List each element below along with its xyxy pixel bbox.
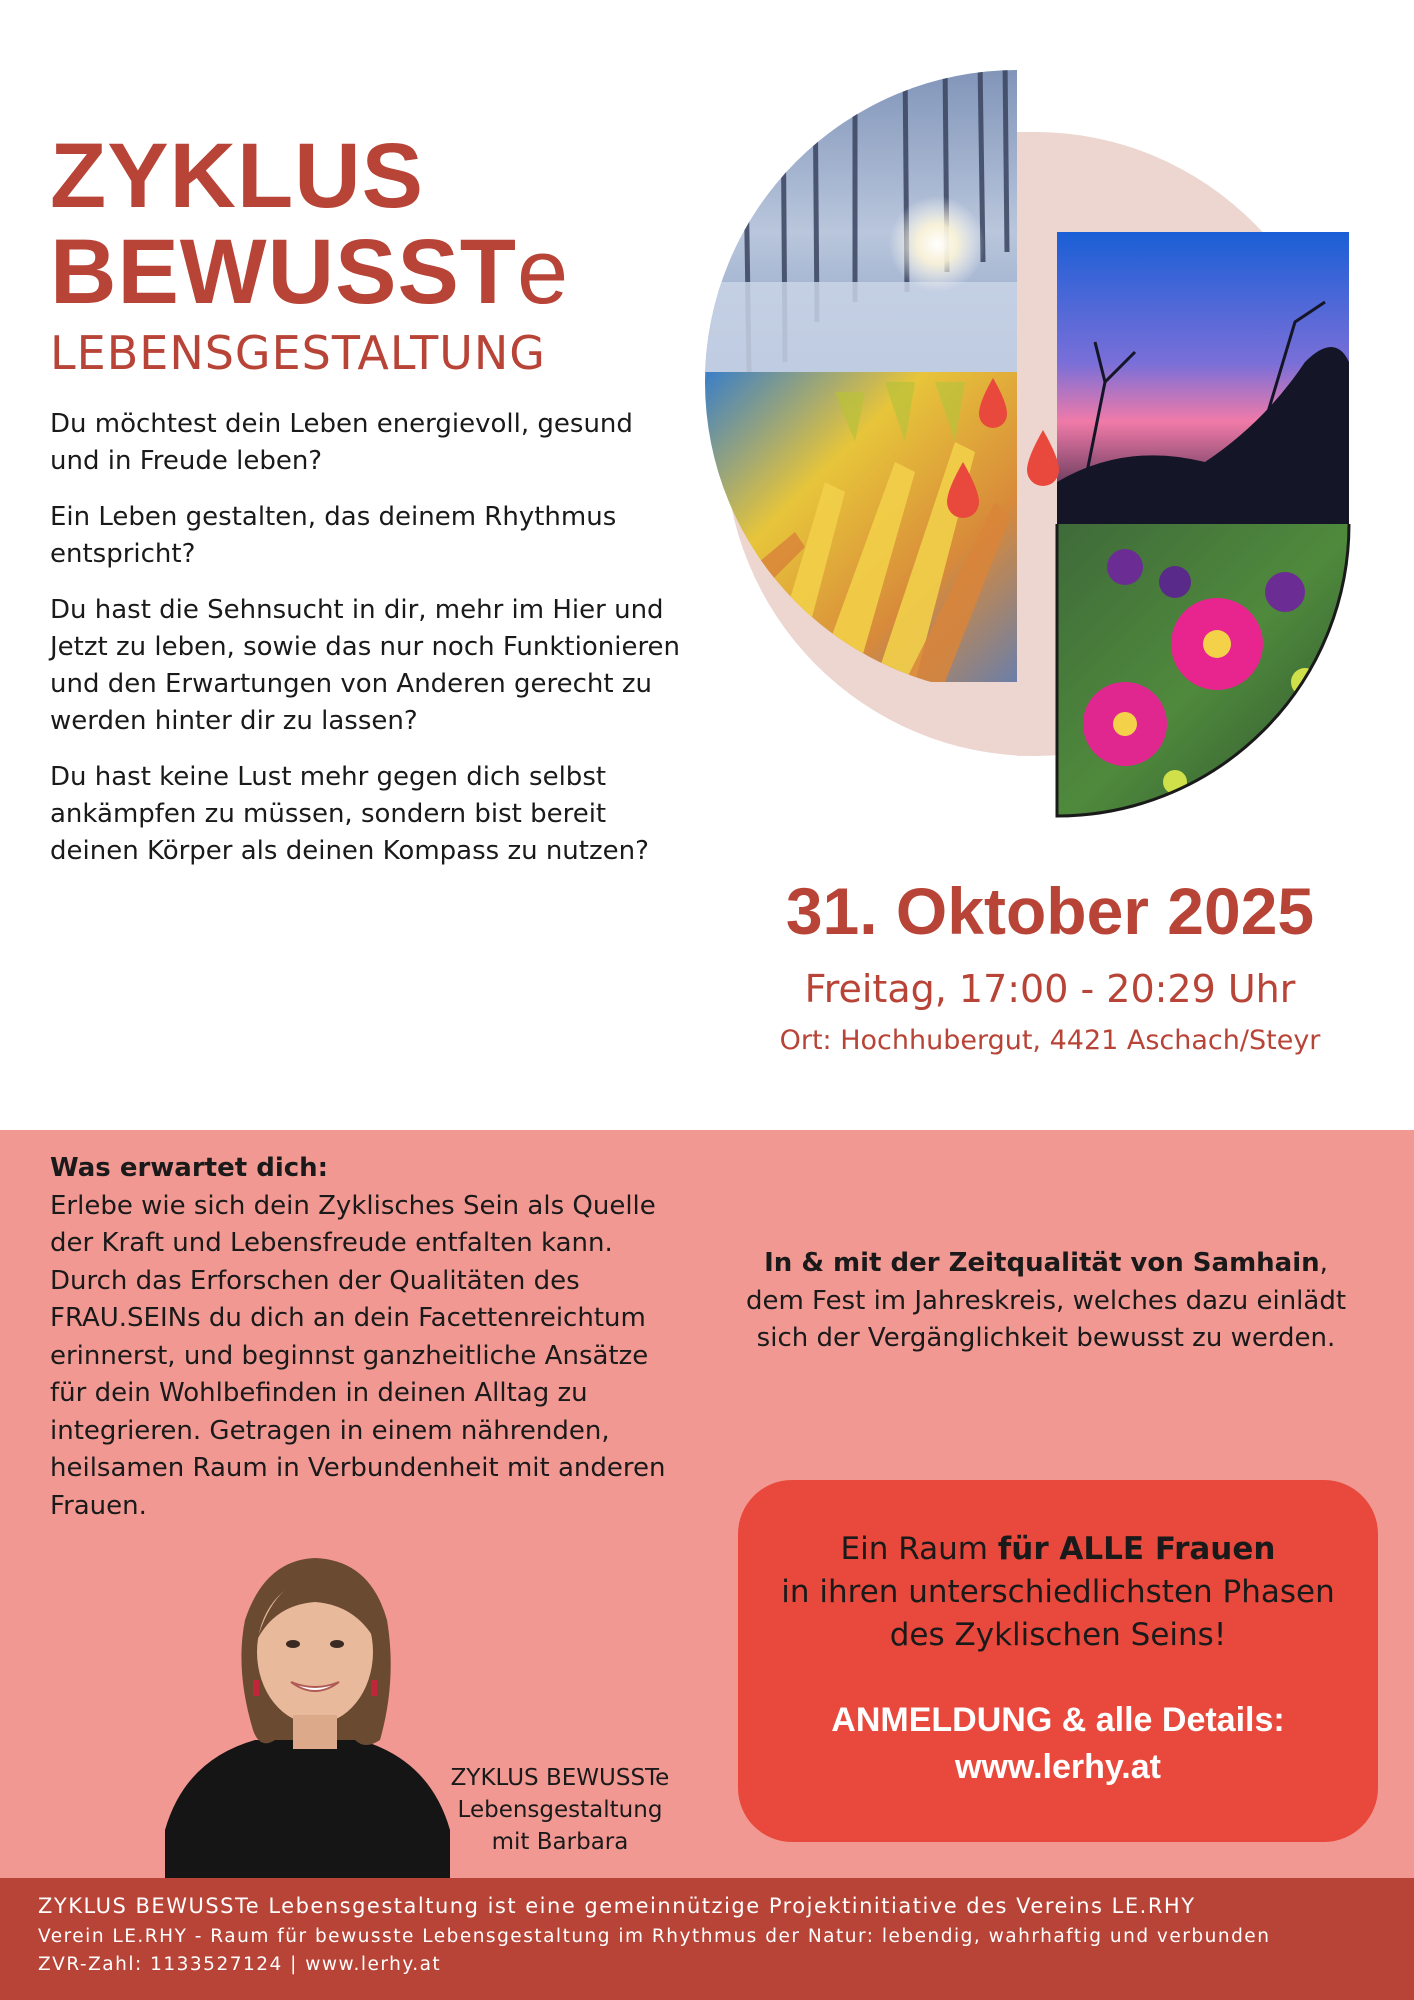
samhain-line-1 <box>706 1245 1386 1283</box>
footer-line-1: ZYKLUS BEWUSSTe Lebensgestaltung ist eine gemeinnützige Projektinitiative des Vereins LE.RHY <box>38 1894 1196 1918</box>
sunset-photo <box>1057 232 1349 524</box>
footer <box>0 1878 1414 2000</box>
box-line-1-pre: Ein Raum <box>840 1531 998 1567</box>
expect-text: Erlebe wie sich dein Zyklisches Sein als Quelle der Kraft und Lebensfreude entfalten kann. Durch das Erforschen der Qualitäten des FRAU.SEINs du dich an dein Facettenreichtum erinnerst, und beginnst ganzheitliche Ansätze für dein Wohlbefinden in deinen Alltag zu integrieren. Getragen in einem nährenden, heilsamen Raum in Verbundenheit mit anderen Frauen. <box>50 1190 666 1521</box>
seasons-collage <box>705 62 1355 827</box>
autumn-photo <box>705 372 1017 682</box>
event-place: Ort: Hochhubergut, 4421 Aschach/Steyr <box>779 1025 1321 1056</box>
title-block <box>50 125 690 382</box>
samhain-text <box>706 1245 1386 1358</box>
website-link[interactable]: www.lerhy.at <box>955 1748 1161 1786</box>
samhain-line-3: sich der Vergänglichkeit bewusst zu werden. <box>756 1323 1336 1353</box>
title-line-bewusste <box>50 221 690 323</box>
title-line-zyklus: ZYKLUS <box>50 125 424 227</box>
box-line-1-bold: für ALLE Frauen <box>997 1531 1276 1567</box>
event-info <box>720 868 1380 1062</box>
samhain-line-2: dem Fest im Jahreskreis, welches dazu einlädt <box>745 1285 1347 1316</box>
samhain-bold: In & mit der Zeitqualität von Samhain <box>764 1248 1320 1278</box>
title-e-light: e <box>517 221 570 323</box>
portrait-caption <box>420 1762 700 1858</box>
portrait-photo <box>165 1550 450 1878</box>
footer-line-3: ZVR-Zahl: 1133527124 | www.lerhy.at <box>38 1954 442 1975</box>
what-to-expect <box>50 1150 690 1525</box>
event-time: Freitag, 17:00 - 20:29 Uhr <box>804 967 1296 1011</box>
winter-photo <box>705 62 1017 372</box>
intro-question-2: Ein Leben gestalten, das deinem Rhythmus entspricht? <box>50 502 617 569</box>
box-line-3: des Zyklischen Seins! <box>889 1617 1227 1653</box>
caption-line-2: Lebensgestaltung <box>457 1797 663 1823</box>
intro-question-4: Du hast keine Lust mehr gegen dich selbst ankämpfen zu müssen, sondern bist bereit deinen Körper als deinen Kompass zu nutzen? <box>50 762 649 866</box>
intro-questions <box>50 406 690 889</box>
samhain-comma: , <box>1319 1248 1328 1278</box>
event-date: 31. Oktober 2025 <box>785 874 1315 948</box>
registration-box <box>738 1480 1378 1842</box>
box-line-2: in ihren unterschiedlichsten Phasen <box>781 1574 1335 1610</box>
box-line-1 <box>738 1528 1378 1571</box>
expect-heading: Was erwartet dich: <box>50 1153 329 1183</box>
registration-label: ANMELDUNG & alle Details: <box>831 1701 1285 1739</box>
footer-line-2: Verein LE.RHY - Raum für bewusste Lebensgestaltung im Rhythmus der Natur: lebendig, wahrhaftig und verbunden <box>38 1926 1271 1947</box>
title-line-lebensgestaltung: LEBENSGESTALTUNG <box>50 326 546 380</box>
spring-photo <box>1057 524 1355 824</box>
title-bewusst-bold: BEWUSST <box>50 221 517 323</box>
intro-question-3: Du hast die Sehnsucht in dir, mehr im Hier und Jetzt zu leben, sowie das nur noch Funktionieren und den Erwartungen von Anderen gerecht zu werden hinter dir zu lassen? <box>50 595 681 736</box>
intro-question-1: Du möchtest dein Leben energievoll, gesund und in Freude leben? <box>50 409 633 476</box>
caption-line-1: ZYKLUS BEWUSSTe <box>450 1765 670 1791</box>
caption-line-3: mit Barbara <box>491 1829 629 1855</box>
